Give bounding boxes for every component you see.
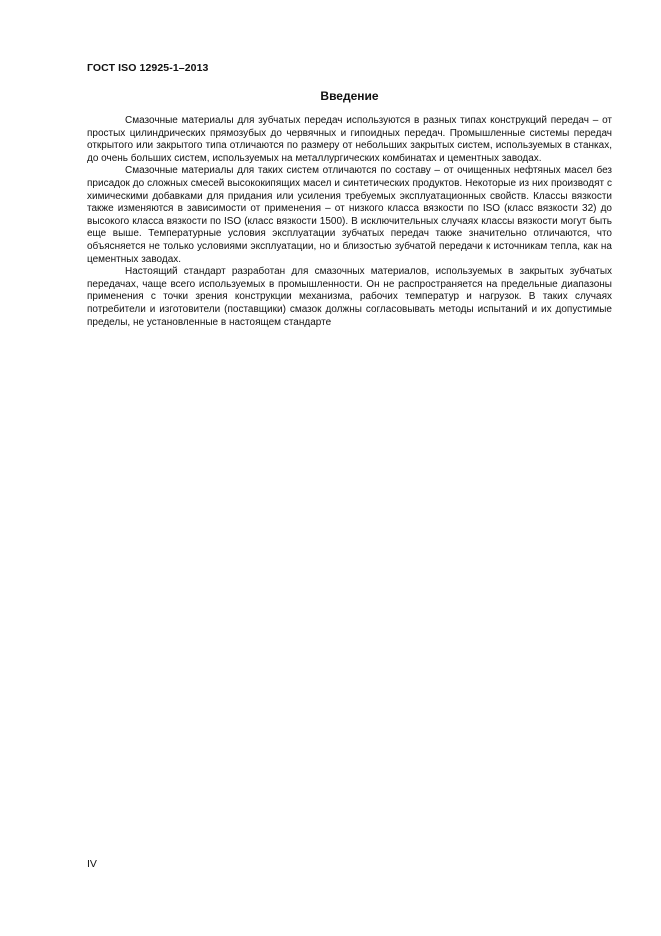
section-title: Введение — [320, 89, 379, 103]
document-header-code: ГОСТ ISO 12925-1–2013 — [87, 62, 209, 74]
paragraph-2: Смазочные материалы для таких систем отличаются по составу – от очищенных нефтяных масел без присадок до сложных смесей высококипящих масел и синтетических продуктов. Некоторые из них производят с химическими добавками для придания или усиления требуемых эксплуатационных свойств. Классы вязкости также изменяются в зависимости от применения – от низкого класса вязкости по ISO (класс вязкости 32) до высокого класса вязкости по ISO (класс вязкости 1500). В исключительных случаях классы вязкости могут быть еще выше. Температурные условия эксплуатации зубчатых передач также значительно отличаются, что объясняется не только условиями эксплуатации, но и близостью зубчатой передачи к источникам тепла, как на цементных заводах. — [87, 165, 612, 265]
introduction-body — [87, 115, 612, 329]
paragraph-3: Настоящий стандарт разработан для смазочных материалов, используемых в закрытых зубчатых передачах, чаще всего используемых в промышленности. Он не распространяется на предельные диапазоны применения с точки зрения конструкции механизма, рабочих температур и нагрузок. В таких случаях потребители и изготовители (поставщики) смазок должны согласовывать методы испытаний и их допустимые пределы, не установленные в настоящем стандарте — [87, 266, 612, 328]
paragraph-1: Смазочные материалы для зубчатых передач используются в разных типах конструкций передач – от простых цилиндрических прямозубых до червячных и гипоидных передач. Промышленные системы передач открытого или закрытого типа отличаются по размеру от небольших закрытых систем, используемых в станках, до очень больших систем, используемых на металлургических комбинатах и цементных заводах. — [87, 115, 612, 164]
page-number: IV — [87, 858, 97, 870]
